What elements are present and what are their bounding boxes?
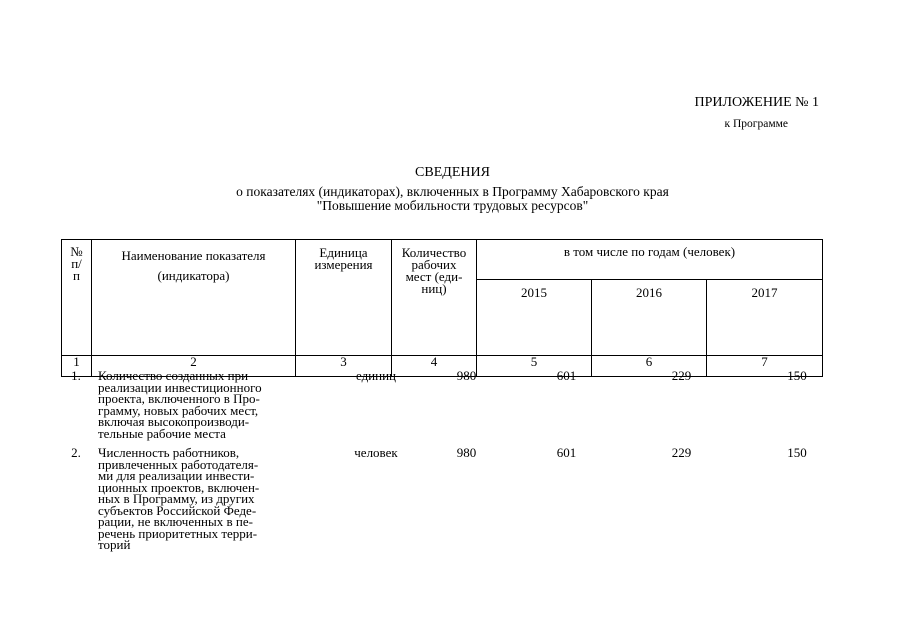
header-year-2015: 2015	[477, 280, 592, 356]
row-name-line: Количество созданных при	[98, 368, 249, 383]
column-number: 5	[477, 356, 592, 377]
header-unit-line: измерения	[314, 257, 373, 272]
row-name-line: субъектов Российской Феде-	[98, 502, 257, 518]
column-number: 7	[707, 356, 823, 377]
row-name-line: проекта, включенного в Про-	[98, 391, 260, 406]
row-number: 1.	[71, 368, 81, 383]
row-number: 2.	[71, 445, 81, 460]
header-count-line: Количество	[401, 245, 467, 260]
row-year-2016: 229	[671, 368, 692, 383]
row-indicator-name	[91, 439, 328, 551]
row-year-2016: 229	[671, 445, 692, 460]
row-name-line: рации, не включенных в пе-	[98, 514, 253, 529]
row-name-line: ционных проектов, включен-	[98, 479, 260, 495]
document-subtitle-line-1: о показателях (индикаторах), включенных в Программу Хабаровского края	[236, 184, 669, 199]
document-title: СВЕДЕНИЯ	[415, 165, 490, 180]
header-count-line: ниц)	[421, 281, 447, 296]
row-name-line: речень приоритетных терри-	[98, 525, 258, 541]
header-num-line: №	[70, 244, 83, 259]
column-number: 3	[296, 356, 392, 377]
header-count-line: рабочих	[411, 257, 457, 272]
row-count: 980	[456, 368, 477, 383]
header-unit	[296, 240, 392, 356]
row-name-line: тельные рабочие места	[98, 425, 226, 441]
indicators-table-body	[61, 366, 855, 551]
document-subtitle-line-2: "Повышение мобильности трудовых ресурсов"	[316, 198, 589, 213]
row-name-line: ных в Программу, из других	[98, 491, 255, 506]
header-count-line: мест (еди-	[405, 269, 463, 284]
row-count: 980	[456, 445, 477, 460]
column-number: 1	[62, 356, 92, 377]
header-num	[62, 240, 92, 356]
row-unit: единиц	[355, 368, 397, 383]
row-name-line: грамму, новых рабочих мест,	[98, 402, 259, 418]
header-unit-line: Единица	[319, 245, 368, 260]
table-row	[61, 366, 855, 439]
header-num-line: п/	[71, 256, 82, 271]
row-unit: человек	[354, 445, 398, 460]
column-number: 4	[392, 356, 477, 377]
header-years-group: в том числе по годам (человек)	[477, 240, 823, 280]
row-year-2015: 601	[556, 445, 577, 460]
row-year-2017: 150	[787, 445, 807, 460]
row-name-line: торий	[98, 537, 131, 552]
appendix-subtitle: к Программе	[724, 118, 788, 130]
header-name-line: Наименование показателя	[121, 248, 266, 263]
header-name-line: (индикатора)	[157, 268, 230, 283]
row-name-line: реализации инвестиционного	[98, 379, 262, 395]
row-name-line: ми для реализации инвести-	[98, 468, 255, 483]
row-year-2017: 150	[787, 368, 807, 383]
column-number: 2	[92, 356, 296, 377]
header-year-2017: 2017	[707, 280, 823, 356]
header-count	[392, 240, 477, 356]
header-num-line: п	[73, 268, 80, 283]
row-name-line: Численность работников,	[98, 445, 240, 460]
row-indicator-name	[91, 366, 328, 439]
header-year-2016: 2016	[592, 280, 707, 356]
appendix-title: ПРИЛОЖЕНИЕ № 1	[694, 95, 819, 110]
indicators-table-header	[61, 239, 823, 377]
column-number: 6	[592, 356, 707, 377]
row-year-2015: 601	[556, 368, 577, 383]
row-name-line: включая высокопроизводи-	[98, 414, 250, 429]
header-name	[92, 240, 296, 356]
table-row	[61, 439, 855, 551]
row-name-line: привлеченных работодателя-	[98, 456, 259, 472]
